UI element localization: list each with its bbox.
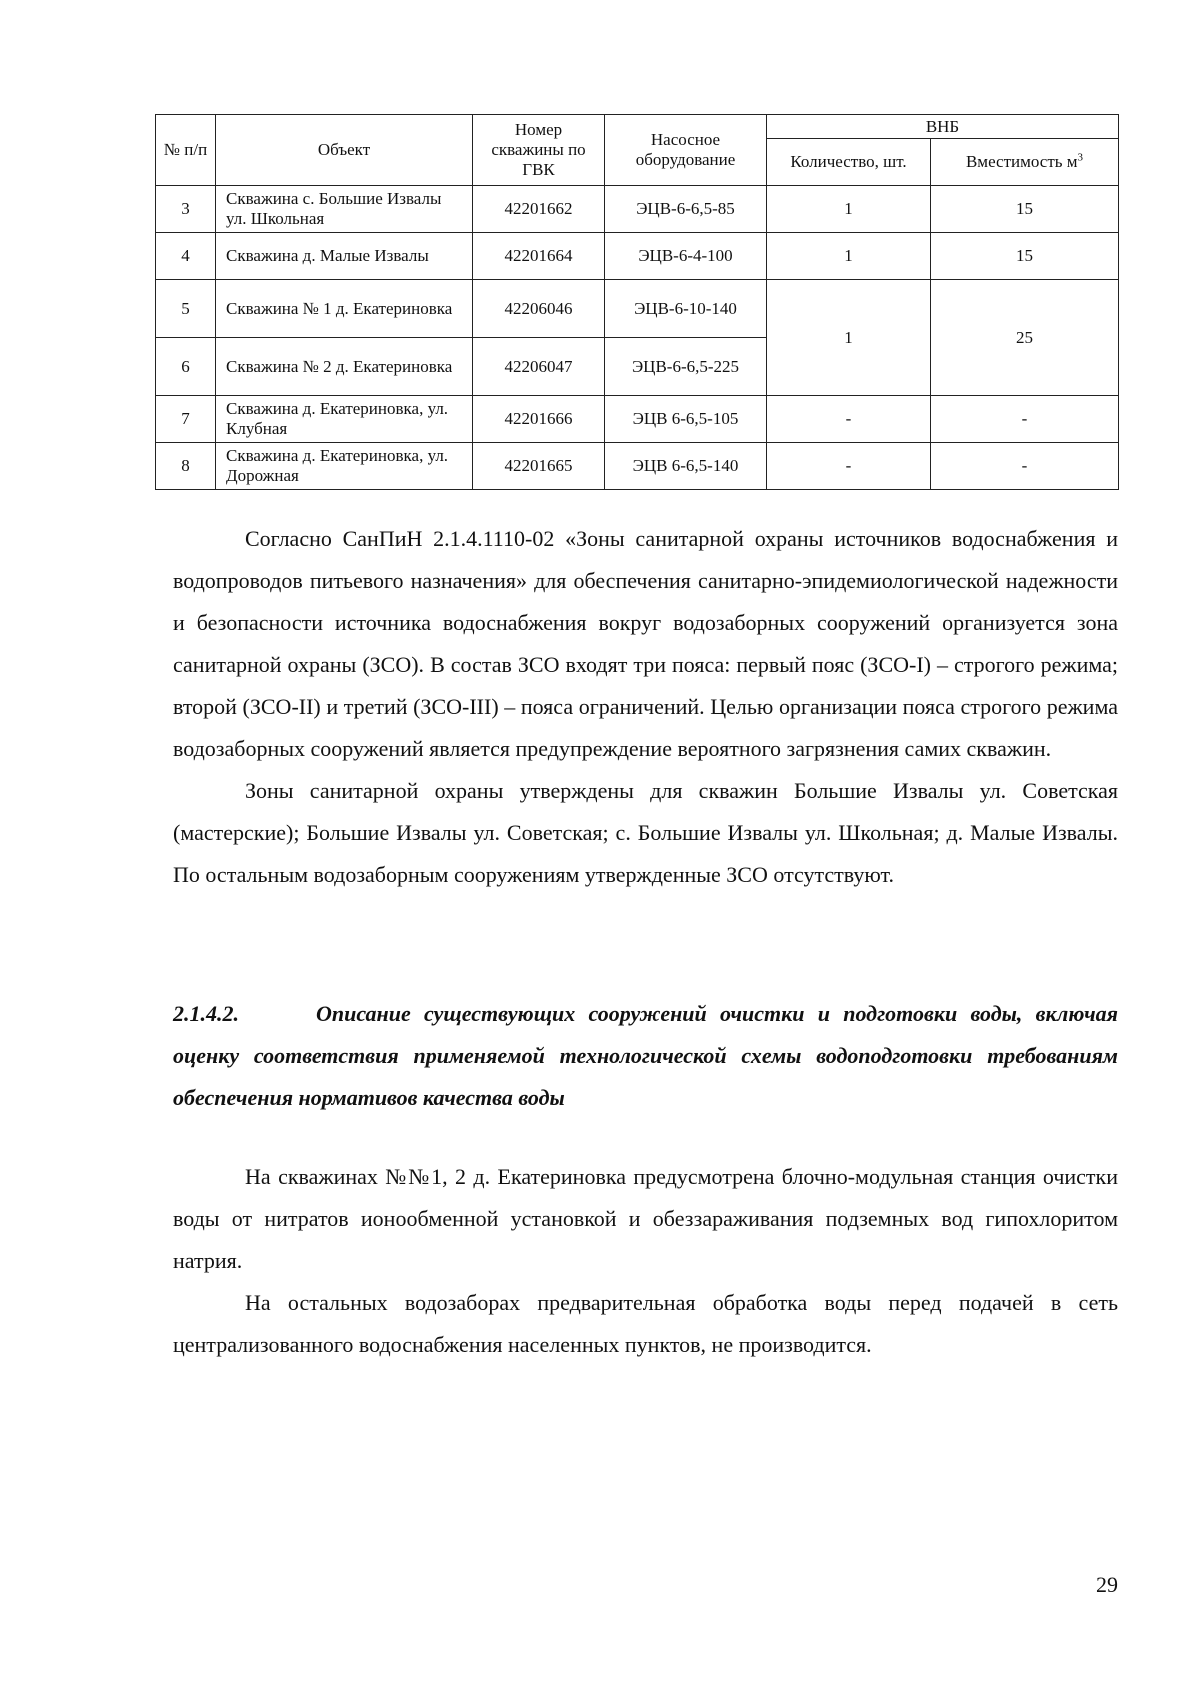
page-number: 29 bbox=[1096, 1572, 1118, 1597]
cell-qty: 1 bbox=[767, 186, 931, 233]
section-number: 2.1.4.2. bbox=[173, 1001, 239, 1026]
cell-num: 7 bbox=[156, 396, 216, 443]
table-row bbox=[156, 280, 1119, 338]
table-row bbox=[156, 233, 1119, 280]
cell-pump: ЭЦВ 6-6,5-140 bbox=[605, 443, 767, 490]
paragraph-station: На скважинах №№1, 2 д. Екатериновка предусмотрена блочно-модульная станция очистки воды от нитратов ионообменной установкой и обеззараживания подземных вод гипохлоритом натрия. bbox=[173, 1164, 1118, 1273]
cell-well: 42206046 bbox=[473, 280, 605, 338]
cell-object: Скважина с. Большие Извалы ул. Школьная bbox=[216, 186, 473, 233]
cell-qty: 1 bbox=[767, 233, 931, 280]
wells-table bbox=[155, 114, 1119, 490]
header-well-number: Номер скважины по ГВК bbox=[473, 115, 605, 186]
header-capacity bbox=[931, 139, 1119, 186]
cell-cap: - bbox=[931, 396, 1119, 443]
header-vnb: ВНБ bbox=[767, 115, 1119, 139]
cell-qty: - bbox=[767, 443, 931, 490]
cell-num: 8 bbox=[156, 443, 216, 490]
cell-cap: - bbox=[931, 443, 1119, 490]
cell-num: 3 bbox=[156, 186, 216, 233]
cell-object: Скважина № 2 д. Екатериновка bbox=[216, 338, 473, 396]
section-title: Описание существующих сооружений очистки и подготовки воды, включая оценку соответствия применяемой технологической схемы водоподготовки требованиям обеспечения нормативов качества воды bbox=[173, 1001, 1118, 1110]
header-capacity-text: Вместимость м bbox=[965, 152, 1078, 171]
body-text-block-2 bbox=[173, 1156, 1118, 1366]
cell-well: 42201666 bbox=[473, 396, 605, 443]
cell-pump: ЭЦВ 6-6,5-105 bbox=[605, 396, 767, 443]
cell-well: 42201664 bbox=[473, 233, 605, 280]
cell-cap: 25 bbox=[931, 280, 1119, 396]
cell-well: 42201665 bbox=[473, 443, 605, 490]
cell-pump: ЭЦВ-6-6,5-225 bbox=[605, 338, 767, 396]
cell-pump: ЭЦВ-6-10-140 bbox=[605, 280, 767, 338]
cell-num: 4 bbox=[156, 233, 216, 280]
table-header-row bbox=[156, 115, 1119, 139]
cell-num: 5 bbox=[156, 280, 216, 338]
section-heading bbox=[173, 993, 1118, 1119]
cell-pump: ЭЦВ-6-4-100 bbox=[605, 233, 767, 280]
paragraph-zso-approved: Зоны санитарной охраны утверждены для скважин Большие Извалы ул. Советская (мастерские); Большие Извалы ул. Советская; с. Большие Извалы ул. Школьная; д. Малые Извалы. По остальным водозаборным сооружениям утвержденные ЗСО отсутствуют. bbox=[173, 778, 1118, 887]
cell-object: Скважина д. Екатериновка, ул. Клубная bbox=[216, 396, 473, 443]
cell-well: 42206047 bbox=[473, 338, 605, 396]
header-num: № п/п bbox=[156, 115, 216, 186]
table-row bbox=[156, 443, 1119, 490]
paragraph-other-intakes: На остальных водозаборах предварительная обработка воды перед подачей в сеть централизованного водоснабжения населенных пунктов, не производится. bbox=[173, 1290, 1118, 1357]
cell-object: Скважина № 1 д. Екатериновка bbox=[216, 280, 473, 338]
cell-object: Скважина д. Екатериновка, ул. Дорожная bbox=[216, 443, 473, 490]
header-quantity: Количество, шт. bbox=[767, 139, 931, 186]
cell-cap: 15 bbox=[931, 233, 1119, 280]
cell-qty: 1 bbox=[767, 280, 931, 396]
header-capacity-sup: 3 bbox=[1077, 151, 1084, 164]
cell-object: Скважина д. Малые Извалы bbox=[216, 233, 473, 280]
header-pump: Насосное оборудование bbox=[605, 115, 767, 186]
cell-qty: - bbox=[767, 396, 931, 443]
body-text-block-1 bbox=[173, 518, 1118, 896]
table-row bbox=[156, 186, 1119, 233]
cell-well: 42201662 bbox=[473, 186, 605, 233]
paragraph-sanpin: Согласно СанПиН 2.1.4.1110-02 «Зоны санитарной охраны источников водоснабжения и водопроводов питьевого назначения» для обеспечения санитарно-эпидемиологической надежности и безопасности источника водоснабжения вокруг водозаборных сооружений организуется зона санитарной охраны (ЗСО). В состав ЗСО входят три пояса: первый пояс (ЗСО-I) – строгого режима; второй (ЗСО-II) и третий (ЗСО-III) – пояса ограничений. Целью организации пояса строгого режима водозаборных сооружений является предупреждение вероятного загрязнения самих скважин. bbox=[173, 526, 1118, 761]
cell-cap: 15 bbox=[931, 186, 1119, 233]
table-row bbox=[156, 396, 1119, 443]
cell-num: 6 bbox=[156, 338, 216, 396]
header-object: Объект bbox=[216, 115, 473, 186]
cell-pump: ЭЦВ-6-6,5-85 bbox=[605, 186, 767, 233]
